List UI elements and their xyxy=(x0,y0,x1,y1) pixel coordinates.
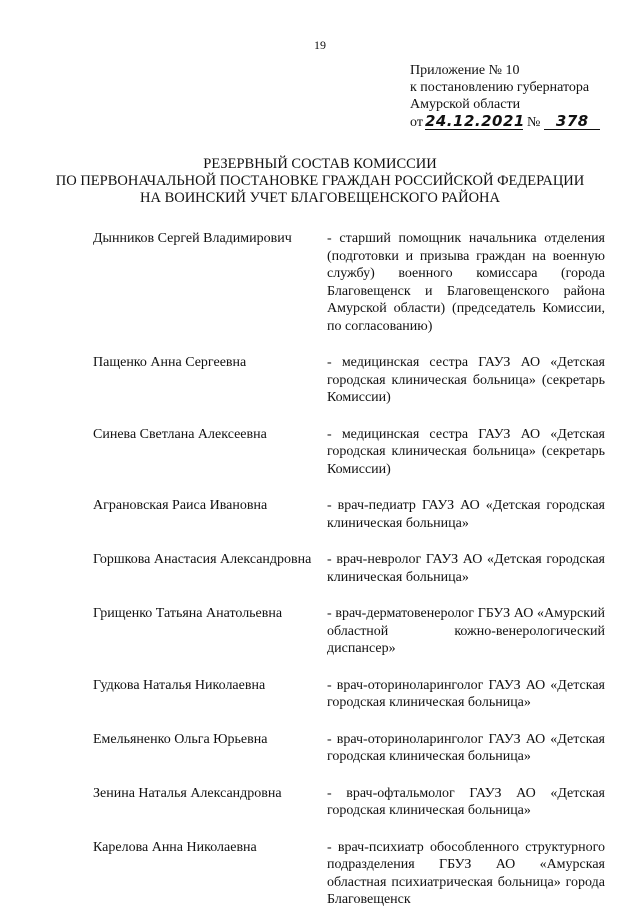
member-name: Пащенко Анна Сергеевна xyxy=(93,355,247,370)
appendix-region: Амурской области xyxy=(410,97,521,112)
member-name: Аграновская Раиса Ивановна xyxy=(93,498,268,513)
member-row xyxy=(93,731,613,766)
member-name: Емельяненко Ольга Юрьевна xyxy=(93,731,268,747)
member-name: Дынников Сергей Владимирович xyxy=(93,231,292,246)
member-row xyxy=(93,785,613,820)
member-role: - врач-оториноларинголог ГАУЗ АО «Детская городская клиническая больница» xyxy=(327,677,605,710)
member-row xyxy=(93,497,613,532)
member-role: - врач-психиатр обособленного структурного подразделения ГБУЗ АО «Амурская областная психиатрическая больница» города Благовещенск xyxy=(327,839,605,907)
appendix-reference: к постановлению губернатора xyxy=(410,80,590,95)
member-role: - врач-офтальмолог ГАУЗ АО «Детская городская клиническая больница» xyxy=(327,785,605,818)
member-name: Гудкова Наталья Николаевна xyxy=(93,677,266,693)
member-row xyxy=(93,605,613,658)
member-row xyxy=(93,551,613,586)
member-row xyxy=(93,426,613,479)
members-list xyxy=(93,230,613,909)
appendix-date-line xyxy=(410,113,600,131)
document-title xyxy=(0,156,640,207)
title-line-1: РЕЗЕРВНЫЙ СОСТАВ КОМИССИИ xyxy=(203,156,437,172)
member-role: - врач-дерматовенеролог ГБУЗ АО «Амурский областной кожно-венерологический диспансер» xyxy=(327,606,605,656)
appendix-block xyxy=(410,62,600,131)
handwritten-number: 378 xyxy=(544,113,600,130)
member-role: - врач-невролог ГАУЗ АО «Детская городская клиническая больница» xyxy=(327,552,605,585)
title-line-2: ПО ПЕРВОНАЧАЛЬНОЙ ПОСТАНОВКЕ ГРАЖДАН РОССИЙСКОЙ ФЕДЕРАЦИИ xyxy=(55,173,585,189)
member-name: Зенина Наталья Александровна xyxy=(93,785,282,801)
member-name: Синева Светлана Алексеевна xyxy=(93,426,267,442)
member-name: Грищенко Татьяна Анатольевна xyxy=(93,606,283,621)
title-line-3: НА ВОИНСКИЙ УЧЕТ БЛАГОВЕЩЕНСКОГО РАЙОНА xyxy=(140,190,500,206)
member-row xyxy=(93,354,613,407)
handwritten-date: 24.12.2021 xyxy=(424,112,525,130)
member-name: Горшкова Анастасия Александровна xyxy=(93,552,312,567)
member-row xyxy=(93,839,613,909)
member-name: Карелова Анна Николаевна xyxy=(93,839,257,855)
member-role: - старший помощник начальника отделения (подготовки и призыва граждан на военную службу) военного комиссара (города Благовещенск и Благовещенского района Амурской области) (председатель Комиссии, по согласованию) xyxy=(327,231,605,334)
member-row xyxy=(93,677,613,712)
member-role: - медицинская сестра ГАУЗ АО «Детская городская клиническая больница» (секретарь Комиссии) xyxy=(327,355,605,405)
member-row xyxy=(93,230,613,335)
member-role: - медицинская сестра ГАУЗ АО «Детская городская клиническая больница» (секретарь Комиссии) xyxy=(327,426,605,477)
appendix-title: Приложение № 10 xyxy=(410,63,520,78)
number-label: № xyxy=(526,115,541,130)
page-number: 19 xyxy=(314,38,326,52)
date-prefix: от xyxy=(410,115,423,130)
member-role: - врач-оториноларинголог ГАУЗ АО «Детская городская клиническая больница» xyxy=(327,731,605,764)
member-role: - врач-педиатр ГАУЗ АО «Детская городская клиническая больница» xyxy=(327,498,605,531)
